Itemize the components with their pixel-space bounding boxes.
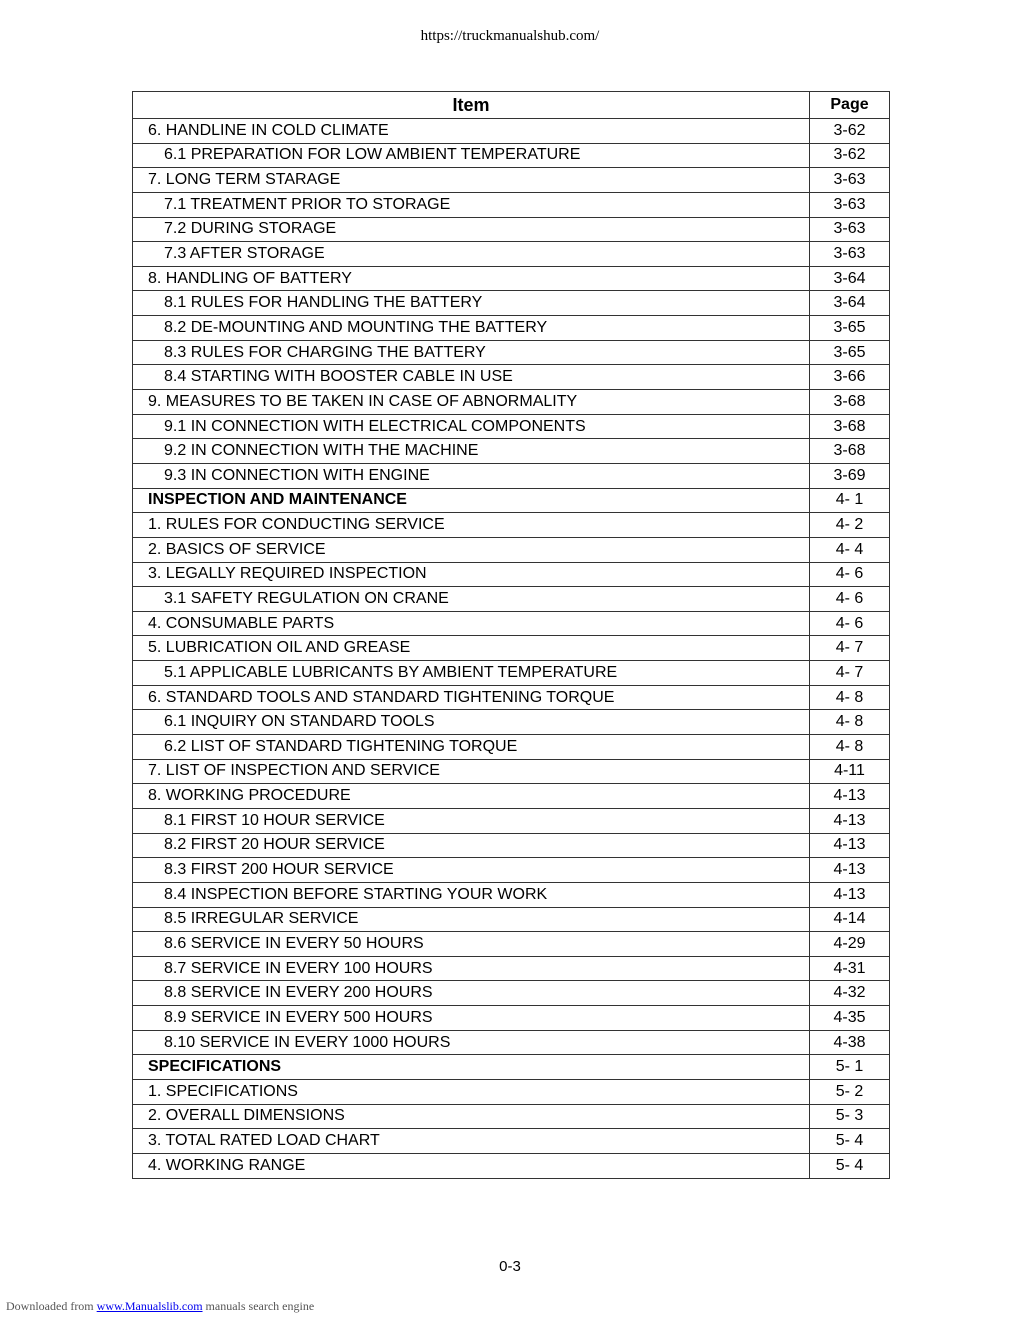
- table-row: [133, 192, 890, 217]
- footer-suffix: manuals search engine: [205, 1299, 315, 1313]
- toc-item-page: 4- 1: [810, 488, 890, 513]
- footer-link[interactable]: www.Manualslib.com: [96, 1299, 203, 1313]
- toc-item-title: 7.2 DURING STORAGE: [133, 217, 810, 242]
- toc-item-page: 4- 7: [810, 636, 890, 661]
- table-row: [133, 956, 890, 981]
- table-row: [133, 242, 890, 267]
- table-row: [133, 1104, 890, 1129]
- table-row: [133, 217, 890, 242]
- table-row: [133, 365, 890, 390]
- table-row: [133, 143, 890, 168]
- toc-item-page: 3-63: [810, 192, 890, 217]
- table-row: [133, 833, 890, 858]
- toc-item-page: 4- 2: [810, 513, 890, 538]
- section-title: SPECIFICATIONS: [133, 1055, 810, 1080]
- toc-item-title: 7. LONG TERM STARAGE: [133, 168, 810, 193]
- table-row: [133, 759, 890, 784]
- table-row: [133, 266, 890, 291]
- toc-item-title: 4. CONSUMABLE PARTS: [133, 611, 810, 636]
- toc-item-title: 8. HANDLING OF BATTERY: [133, 266, 810, 291]
- toc-item-title: 6.1 PREPARATION FOR LOW AMBIENT TEMPERATURE: [133, 143, 810, 168]
- toc-item-title: 1. RULES FOR CONDUCTING SERVICE: [133, 513, 810, 538]
- table-row: [133, 932, 890, 957]
- toc-item-title: 1. SPECIFICATIONS: [133, 1079, 810, 1104]
- table-row: [133, 463, 890, 488]
- table-row: [133, 390, 890, 415]
- footer: [6, 1299, 314, 1314]
- toc-item-title: 8.4 INSPECTION BEFORE STARTING YOUR WORK: [133, 882, 810, 907]
- table-row: [133, 661, 890, 686]
- toc-item-title: 6.1 INQUIRY ON STANDARD TOOLS: [133, 710, 810, 735]
- toc-item-title: 9.1 IN CONNECTION WITH ELECTRICAL COMPONENTS: [133, 414, 810, 439]
- table-row: [133, 562, 890, 587]
- toc-item-page: 3-68: [810, 439, 890, 464]
- table-row: [133, 1079, 890, 1104]
- section-title: INSPECTION AND MAINTENANCE: [133, 488, 810, 513]
- toc-item-page: 5- 1: [810, 1055, 890, 1080]
- toc-item-page: 4- 6: [810, 587, 890, 612]
- toc-item-page: 3-62: [810, 119, 890, 144]
- toc-item-page: 4- 8: [810, 685, 890, 710]
- toc-item-page: 3-68: [810, 390, 890, 415]
- toc-item-page: 3-63: [810, 217, 890, 242]
- toc-item-title: 6. STANDARD TOOLS AND STANDARD TIGHTENING TORQUE: [133, 685, 810, 710]
- toc-item-page: 4- 8: [810, 735, 890, 760]
- toc-item-title: 6. HANDLINE IN COLD CLIMATE: [133, 119, 810, 144]
- toc-item-title: 3.1 SAFETY REGULATION ON CRANE: [133, 587, 810, 612]
- toc-item-page: 3-63: [810, 168, 890, 193]
- toc-item-page: 4- 6: [810, 562, 890, 587]
- table-row: [133, 119, 890, 144]
- toc-item-title: 2. OVERALL DIMENSIONS: [133, 1104, 810, 1129]
- toc-item-title: 8.3 RULES FOR CHARGING THE BATTERY: [133, 340, 810, 365]
- header-url: https://truckmanualshub.com/: [420, 28, 600, 44]
- toc-item-page: 4-14: [810, 907, 890, 932]
- toc-item-title: 5. LUBRICATION OIL AND GREASE: [133, 636, 810, 661]
- table-row: [133, 735, 890, 760]
- toc-item-title: 5.1 APPLICABLE LUBRICANTS BY AMBIENT TEMPERATURE: [133, 661, 810, 686]
- toc-item-page: 4-13: [810, 882, 890, 907]
- column-header-item: Item: [133, 92, 810, 119]
- table-row: [133, 1055, 890, 1080]
- toc-item-page: 5- 2: [810, 1079, 890, 1104]
- table-row: [133, 291, 890, 316]
- toc-item-title: 8.8 SERVICE IN EVERY 200 HOURS: [133, 981, 810, 1006]
- toc-item-page: 3-65: [810, 316, 890, 341]
- table-row: [133, 168, 890, 193]
- table-row: [133, 1030, 890, 1055]
- table-row: [133, 808, 890, 833]
- table-row: [133, 858, 890, 883]
- table-row: [133, 1006, 890, 1031]
- toc-item-title: 2. BASICS OF SERVICE: [133, 537, 810, 562]
- table-row: [133, 513, 890, 538]
- toc-item-page: 4- 8: [810, 710, 890, 735]
- table-row: [133, 882, 890, 907]
- toc-item-page: 4- 6: [810, 611, 890, 636]
- toc-item-page: 4- 7: [810, 661, 890, 686]
- toc-item-page: 3-69: [810, 463, 890, 488]
- toc-item-title: 7.3 AFTER STORAGE: [133, 242, 810, 267]
- toc-item-page: 4-29: [810, 932, 890, 957]
- table-row: [133, 340, 890, 365]
- table-row: [133, 488, 890, 513]
- toc-item-title: 8.1 FIRST 10 HOUR SERVICE: [133, 808, 810, 833]
- toc-item-page: 5- 3: [810, 1104, 890, 1129]
- footer-prefix: Downloaded from: [6, 1299, 94, 1313]
- table-row: [133, 981, 890, 1006]
- toc-item-page: 3-63: [810, 242, 890, 267]
- table-row: [133, 907, 890, 932]
- table-row: [133, 636, 890, 661]
- toc-item-title: 8.7 SERVICE IN EVERY 100 HOURS: [133, 956, 810, 981]
- page-number: 0-3: [499, 1258, 521, 1275]
- table-row: [133, 1153, 890, 1178]
- table-row: [133, 685, 890, 710]
- table-row: [133, 537, 890, 562]
- table-row: [133, 587, 890, 612]
- table-row: [133, 414, 890, 439]
- toc-item-title: 8.10 SERVICE IN EVERY 1000 HOURS: [133, 1030, 810, 1055]
- toc-item-title: 8.4 STARTING WITH BOOSTER CABLE IN USE: [133, 365, 810, 390]
- toc-item-title: 9.2 IN CONNECTION WITH THE MACHINE: [133, 439, 810, 464]
- toc-item-page: 5- 4: [810, 1153, 890, 1178]
- toc-body: [133, 119, 890, 1179]
- toc-item-title: 3. TOTAL RATED LOAD CHART: [133, 1129, 810, 1154]
- table-row: [133, 316, 890, 341]
- table-row: [133, 1129, 890, 1154]
- column-header-page: Page: [810, 92, 890, 119]
- toc-item-title: 4. WORKING RANGE: [133, 1153, 810, 1178]
- toc-item-title: 8.6 SERVICE IN EVERY 50 HOURS: [133, 932, 810, 957]
- toc-item-page: 4-13: [810, 833, 890, 858]
- toc-item-page: 5- 4: [810, 1129, 890, 1154]
- toc-item-title: 3. LEGALLY REQUIRED INSPECTION: [133, 562, 810, 587]
- toc-item-title: 8.3 FIRST 200 HOUR SERVICE: [133, 858, 810, 883]
- toc-item-title: 8.2 DE-MOUNTING AND MOUNTING THE BATTERY: [133, 316, 810, 341]
- table-row: [133, 710, 890, 735]
- table-header-row: [133, 92, 890, 119]
- toc-item-page: 3-62: [810, 143, 890, 168]
- toc-item-title: 8. WORKING PROCEDURE: [133, 784, 810, 809]
- toc-item-page: 3-66: [810, 365, 890, 390]
- table-row: [133, 439, 890, 464]
- toc-item-page: 3-64: [810, 291, 890, 316]
- toc-item-page: 4-31: [810, 956, 890, 981]
- toc-item-title: 9. MEASURES TO BE TAKEN IN CASE OF ABNORMALITY: [133, 390, 810, 415]
- toc-item-page: 4-38: [810, 1030, 890, 1055]
- toc-item-page: 4- 4: [810, 537, 890, 562]
- toc-item-title: 9.3 IN CONNECTION WITH ENGINE: [133, 463, 810, 488]
- toc-item-title: 8.1 RULES FOR HANDLING THE BATTERY: [133, 291, 810, 316]
- toc-item-page: 4-32: [810, 981, 890, 1006]
- toc-item-page: 3-65: [810, 340, 890, 365]
- toc-item-title: 8.2 FIRST 20 HOUR SERVICE: [133, 833, 810, 858]
- toc-item-page: 4-13: [810, 808, 890, 833]
- toc-item-page: 4-13: [810, 784, 890, 809]
- toc-item-title: 7. LIST OF INSPECTION AND SERVICE: [133, 759, 810, 784]
- toc-item-page: 3-64: [810, 266, 890, 291]
- toc-item-title: 8.9 SERVICE IN EVERY 500 HOURS: [133, 1006, 810, 1031]
- table-row: [133, 784, 890, 809]
- toc-item-page: 4-13: [810, 858, 890, 883]
- toc-item-title: 6.2 LIST OF STANDARD TIGHTENING TORQUE: [133, 735, 810, 760]
- toc-item-page: 4-35: [810, 1006, 890, 1031]
- toc-item-page: 4-11: [810, 759, 890, 784]
- toc-table: [132, 91, 890, 1179]
- table-row: [133, 611, 890, 636]
- toc-item-title: 8.5 IRREGULAR SERVICE: [133, 907, 810, 932]
- toc-item-title: 7.1 TREATMENT PRIOR TO STORAGE: [133, 192, 810, 217]
- toc-item-page: 3-68: [810, 414, 890, 439]
